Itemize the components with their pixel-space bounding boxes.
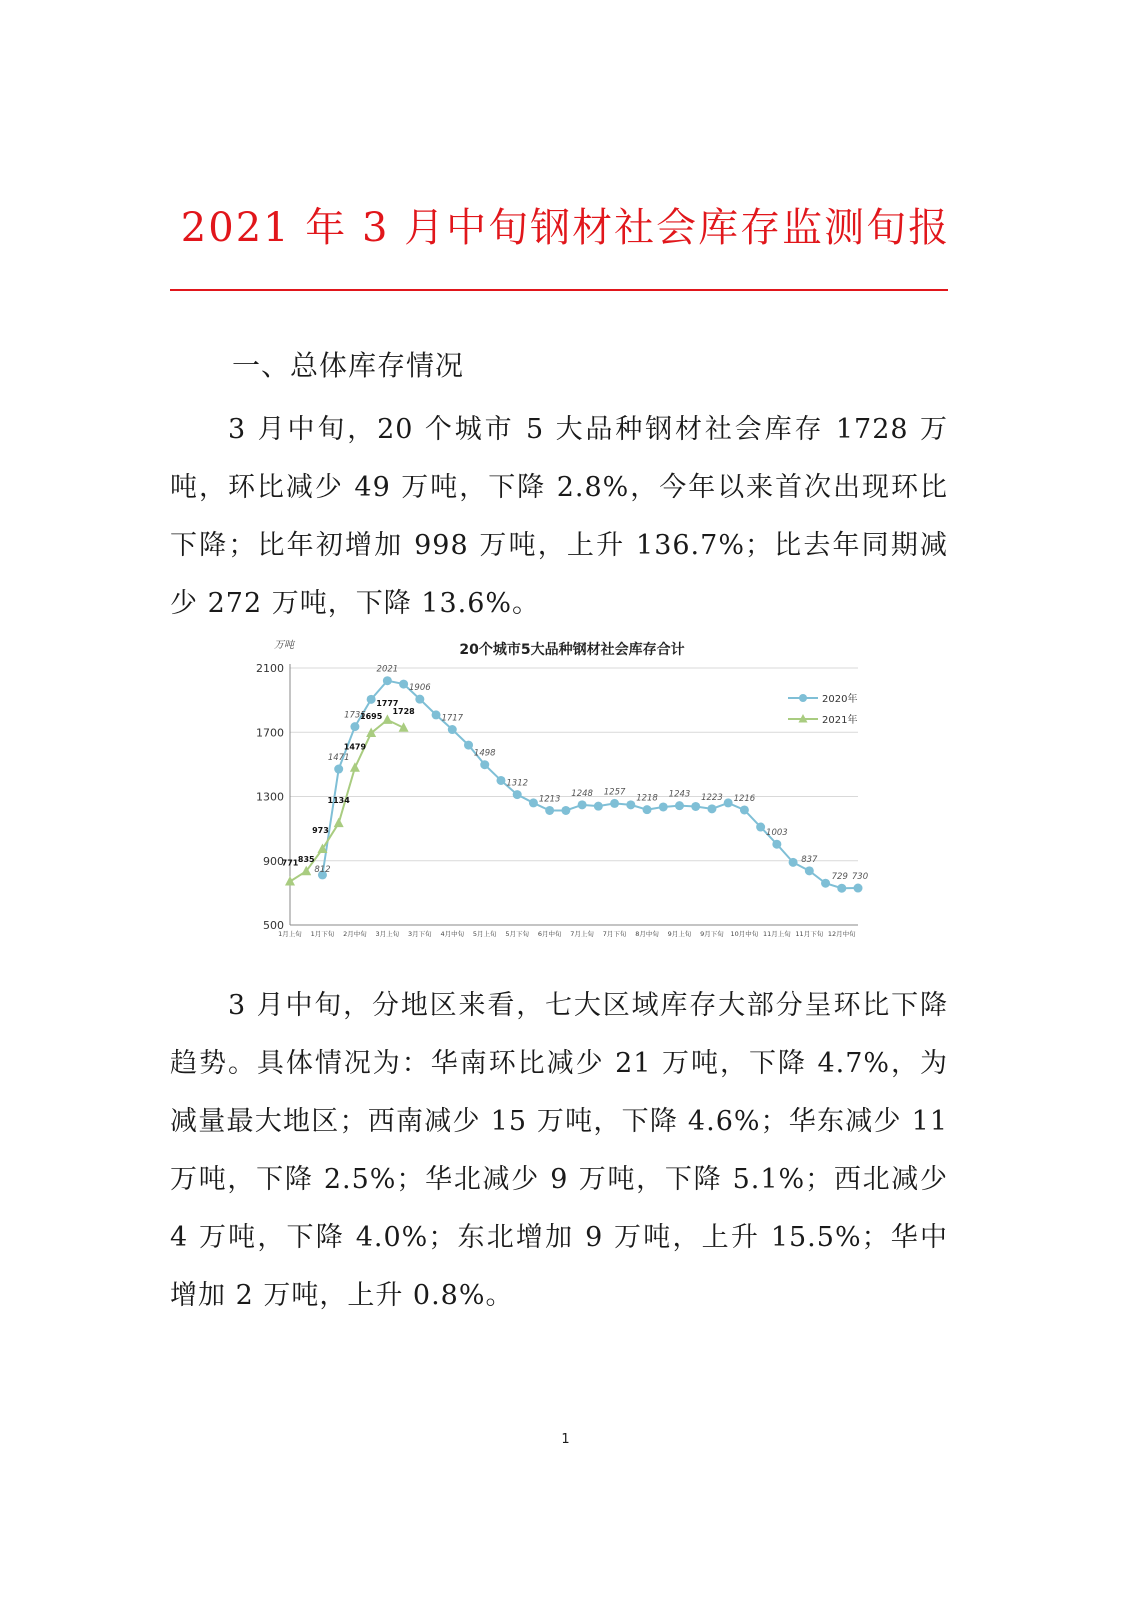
title-divider	[170, 289, 948, 291]
data-point	[399, 680, 408, 689]
x-tick-label: 7月下旬	[602, 930, 627, 938]
data-label: 1471	[327, 753, 350, 764]
data-point	[691, 802, 700, 811]
chart-series	[282, 665, 868, 893]
data-label: 730	[851, 872, 869, 883]
data-label: 729	[831, 872, 848, 883]
y-tick-label: 1300	[256, 790, 284, 804]
inventory-line-chart	[232, 632, 882, 944]
paragraph-regional-inventory: 3 月中旬，分地区来看，七大区域库存大部分呈环比下降趋势。具体情况为：华南环比减少 21 万吨，下降 4.7%，为减量最大地区；西南减少 15 万吨，下降 4.6%；华东减少 11 万吨，下降 2.5%；华北减少 9 万吨，下降 5.1%；西北减少 4 万吨，下降 4.0%；东北增加 9 万吨，上升 15.5%；华中增加 2 万吨，上升 0.8%。	[170, 990, 948, 1311]
data-label: 1213	[538, 794, 561, 805]
data-point	[772, 840, 781, 849]
data-point	[821, 879, 830, 888]
data-point	[837, 884, 846, 893]
section-heading: 一、总体库存情况	[232, 349, 465, 382]
data-label: 1003	[766, 828, 788, 839]
data-label: 1243	[668, 789, 691, 800]
data-point	[334, 765, 343, 774]
data-point	[740, 805, 749, 814]
data-point	[545, 806, 554, 815]
x-tick-label: 3月下旬	[408, 930, 432, 938]
data-point	[464, 741, 473, 750]
data-point	[367, 695, 376, 704]
x-tick-label: 1月下旬	[310, 930, 335, 938]
data-label: 1257	[603, 787, 626, 798]
data-label: 1223	[701, 792, 723, 803]
x-tick-label: 6月中旬	[537, 930, 562, 938]
data-point	[756, 823, 765, 832]
data-label: 1906	[409, 683, 431, 694]
data-point	[854, 884, 863, 893]
data-point	[480, 760, 489, 769]
x-tick-label: 11月下旬	[795, 930, 824, 938]
data-point	[659, 802, 668, 811]
series-2021	[282, 699, 416, 886]
data-label: 1717	[441, 713, 464, 724]
chart-legend	[788, 692, 857, 726]
legend-label: 2020年	[822, 694, 858, 705]
legend-item	[788, 692, 857, 705]
x-tick-label: 3月上旬	[375, 930, 400, 938]
data-label: 1695	[360, 712, 383, 722]
data-point	[350, 722, 359, 731]
x-tick-label: 9月上旬	[667, 930, 692, 938]
x-tick-label: 4月中旬	[440, 930, 465, 938]
data-label: 1498	[473, 748, 496, 759]
data-label: 1777	[376, 698, 399, 708]
data-point	[643, 805, 652, 814]
data-point	[513, 790, 522, 799]
y-tick-label: 500	[263, 919, 284, 932]
y-tick-label: 900	[263, 854, 284, 868]
data-point	[626, 800, 635, 809]
data-label: 973	[312, 826, 329, 836]
data-label: 1216	[733, 793, 756, 804]
legend-marker	[799, 694, 807, 702]
data-label: 1312	[506, 778, 529, 789]
x-tick-label: 7月上旬	[570, 930, 594, 938]
data-point	[578, 800, 587, 809]
data-label: 837	[801, 854, 818, 865]
data-label: 1728	[392, 706, 415, 716]
data-point	[594, 802, 603, 811]
data-label: 771	[281, 858, 299, 868]
data-point	[610, 799, 619, 808]
x-tick-label: 1月上旬	[278, 930, 302, 938]
data-point	[496, 776, 505, 785]
legend-label: 2021年	[822, 715, 858, 726]
data-point	[805, 866, 814, 875]
document-title: 2021 年 3 月中旬钢材社会库存监测旬报	[180, 205, 951, 251]
data-point	[415, 695, 424, 704]
inventory-chart	[232, 632, 882, 944]
data-point	[707, 804, 716, 813]
data-label: 1218	[636, 793, 658, 804]
data-point	[334, 818, 344, 828]
data-point	[561, 806, 570, 815]
data-label: 1479	[343, 742, 367, 752]
x-tick-label: 5月下旬	[505, 930, 530, 938]
x-tick-label: 8月中旬	[635, 930, 659, 938]
x-tick-label: 12月中旬	[827, 930, 856, 938]
data-point	[432, 710, 441, 719]
data-point	[448, 725, 457, 734]
data-label: 1735	[344, 710, 366, 721]
data-point	[382, 714, 392, 724]
paragraph-total-inventory: 3 月中旬，20 个城市 5 大品种钢材社会库存 1728 万吨，环比减少 49 万吨，下降 2.8%，今年以来首次出现环比下降；比年初增加 998 万吨，上升 136.7%；比去年同期减少 272 万吨，下降 13.6%。	[170, 414, 948, 619]
data-point	[285, 876, 295, 886]
x-tick-label: 5月上旬	[472, 930, 497, 938]
y-tick-label: 1700	[256, 726, 284, 740]
data-point	[350, 762, 360, 772]
data-point	[789, 858, 798, 867]
y-tick-label: 2100	[256, 662, 284, 675]
data-point	[675, 801, 684, 810]
data-label: 835	[297, 855, 315, 865]
x-tick-label: 11月上旬	[762, 930, 791, 938]
x-tick-label: 9月下旬	[700, 930, 724, 938]
x-tick-label: 10月中旬	[730, 930, 759, 938]
data-label: 1248	[571, 788, 593, 799]
data-point	[529, 798, 538, 807]
data-label: 2021	[376, 664, 399, 675]
legend-item	[788, 713, 857, 726]
data-point	[724, 798, 733, 807]
data-label: 1134	[327, 796, 350, 806]
data-label: 812	[314, 864, 331, 875]
y-axis-unit-label: 万吨	[274, 640, 294, 651]
page-number: 1	[561, 1432, 570, 1447]
chart-title: 20个城市5大品种钢材社会库存合计	[459, 642, 685, 658]
x-tick-label: 2月中旬	[343, 930, 367, 938]
data-point	[383, 676, 392, 685]
